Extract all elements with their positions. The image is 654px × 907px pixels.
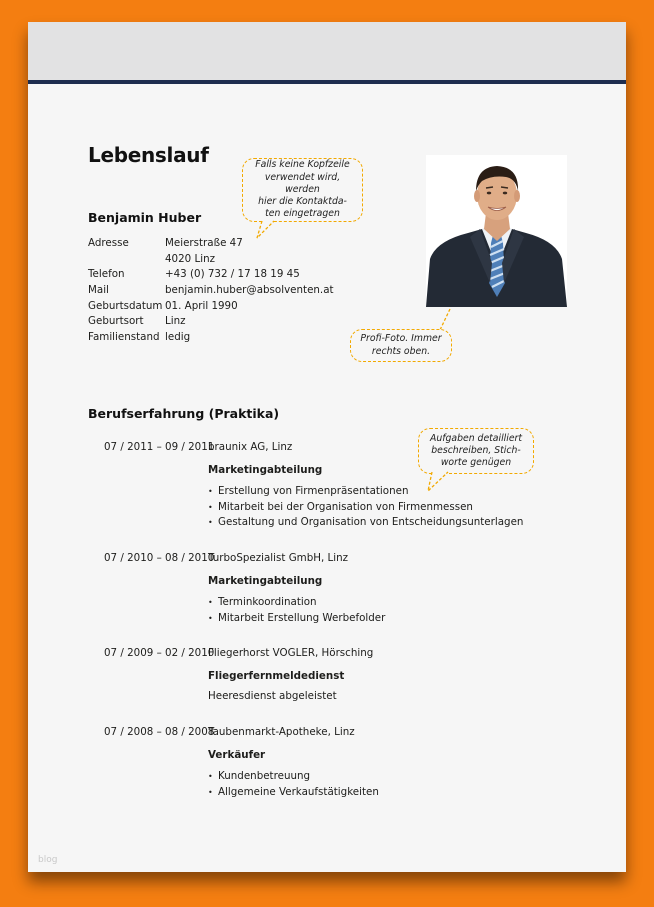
detail-value: benjamin.huber@absolventen.at bbox=[165, 284, 334, 297]
detail-label: Mail bbox=[88, 284, 109, 297]
detail-value: Meierstraße 47 bbox=[165, 237, 243, 249]
job-task-list bbox=[208, 595, 385, 626]
job-employer: TurboSpezialist GmbH, Linz bbox=[208, 552, 349, 564]
person-name: Benjamin Huber bbox=[88, 210, 202, 225]
watermark: blog bbox=[38, 855, 58, 865]
page-title: Lebenslauf bbox=[88, 143, 209, 167]
header-rule bbox=[28, 80, 626, 84]
job-department: Verkäufer bbox=[208, 749, 266, 761]
portrait-photo bbox=[426, 155, 567, 307]
job-task: • Kundenbetreuung bbox=[208, 769, 379, 785]
detail-label: Geburtsdatum bbox=[88, 299, 163, 312]
detail-label: Familienstand bbox=[88, 331, 160, 344]
detail-value: 01. April 1990 bbox=[165, 299, 238, 312]
note-line: worte genügen bbox=[440, 457, 512, 469]
detail-value: Linz bbox=[165, 315, 186, 328]
job-department: Marketingabteilung bbox=[208, 575, 323, 587]
note-contact-bubble bbox=[242, 158, 363, 222]
note-line: verwendet wird, werden bbox=[264, 171, 341, 195]
job-employer: braunix AG, Linz bbox=[208, 441, 293, 453]
note-line: Falls keine Kopfzeile bbox=[255, 159, 350, 171]
note-line: ten eingetragen bbox=[265, 208, 340, 220]
detail-label: Geburtsort bbox=[88, 315, 144, 328]
note-tasks-bubble bbox=[418, 428, 534, 474]
job-task: • Mitarbeit Erstellung Werbefolder bbox=[208, 611, 385, 627]
job-employer: Fliegerhorst VOGLER, Hörsching bbox=[208, 647, 374, 659]
detail-value: 4020 Linz bbox=[165, 252, 216, 265]
job-task: • Mitarbeit bei der Organisation von Firmenmessen bbox=[208, 500, 523, 516]
note-contact-tail bbox=[256, 221, 286, 241]
section-title-experience: Berufserfahrung (Praktika) bbox=[88, 406, 280, 421]
note-photo-bubble bbox=[350, 329, 452, 362]
note-line: hier die Kontaktda- bbox=[258, 196, 347, 208]
note-line: Profi-Foto. Immer bbox=[360, 333, 442, 345]
job-task: • Terminkoordination bbox=[208, 595, 385, 611]
job-task-list bbox=[208, 484, 523, 531]
job-date: 07 / 2010 – 08 / 2010 bbox=[104, 552, 215, 564]
job-date: 07 / 2008 – 08 / 2008 bbox=[104, 726, 215, 738]
job-date: 07 / 2009 – 02 / 2010 bbox=[104, 647, 215, 659]
detail-value: ledig bbox=[165, 331, 191, 344]
job-task-list bbox=[208, 769, 379, 800]
job-employer: Taubenmarkt-Apotheke, Linz bbox=[208, 726, 355, 738]
job-department: Marketingabteilung bbox=[208, 464, 323, 476]
job-task: • Allgemeine Verkaufstätigkeiten bbox=[208, 785, 379, 801]
detail-label: Adresse bbox=[88, 237, 129, 249]
note-line: rechts oben. bbox=[371, 345, 431, 357]
job-description: Heeresdienst abgeleistet bbox=[208, 690, 337, 702]
detail-value: +43 (0) 732 / 17 18 19 45 bbox=[165, 268, 300, 281]
job-department: Fliegerfernmeldedienst bbox=[208, 670, 345, 682]
header-band bbox=[28, 22, 626, 80]
job-task: • Gestaltung und Organisation von Entscheidungsunterlagen bbox=[208, 515, 523, 531]
note-line: beschreiben, Stich- bbox=[431, 444, 521, 456]
job-task: • Erstellung von Firmenpräsentationen bbox=[208, 484, 523, 500]
job-date: 07 / 2011 – 09 / 2011 bbox=[104, 441, 215, 453]
cv-page bbox=[28, 22, 626, 872]
note-photo-tail bbox=[432, 309, 456, 331]
detail-label: Telefon bbox=[88, 268, 125, 281]
note-line: Aufgaben detailliert bbox=[429, 432, 523, 444]
